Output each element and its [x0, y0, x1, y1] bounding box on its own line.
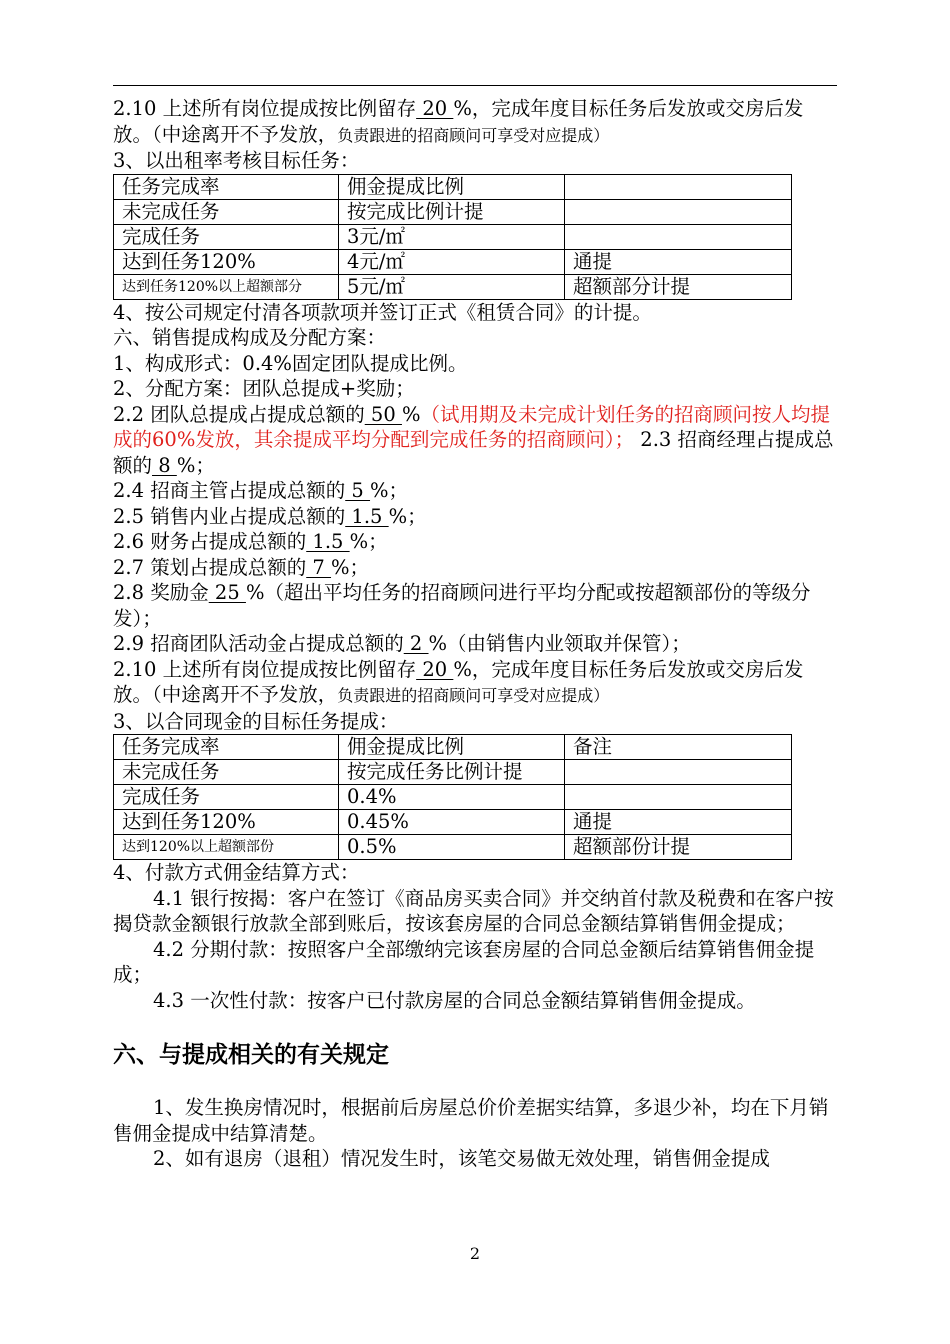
composition-line: 1、构成形式：0.4%固定团队提成比例。	[113, 351, 468, 375]
payment-4-1: 4.1 银行按揭：客户在签订《商品房买卖合同》并交纳首付款及税费和在客户按揭贷款金额银行放款全部到账后，按该套房屋的合同总金额结算销售佣金提成；	[113, 886, 834, 935]
rent-contract-line: 4、按公司规定付清各项款项并签订正式《租赁合同》的计提。	[113, 300, 652, 324]
payment-title: 4、付款方式佣金结算方式：	[113, 861, 360, 884]
table-row: 达到任务120%以上超额部分 5元/㎡ 超额部分计提	[114, 274, 792, 299]
paragraph-2-6: 2.6 财务占提成总额的 1.5 %；	[113, 530, 388, 553]
allocation-line: 2、分配方案：团队总提成+奖励；	[113, 377, 415, 400]
payment-4-3: 4.3 一次性付款：按客户已付款房屋的合同总金额结算销售佣金提成。	[153, 988, 756, 1012]
page-number: 2	[469, 1244, 481, 1263]
retention-value: 20	[416, 97, 454, 120]
header-rule	[113, 85, 837, 86]
table-row: 达到120%以上超额部份 0.5% 超额部份计提	[114, 835, 792, 860]
rent-commission-table	[113, 174, 792, 300]
rent-target-title: 3、以出租率考核目标任务：	[113, 149, 360, 172]
table-row: 达到任务120% 0.45% 通提	[114, 810, 792, 835]
table-row: 达到任务120% 4元/㎡ 通提	[114, 249, 792, 274]
paragraph-2-4: 2.4 招商主管占提成总额的 5 %；	[113, 479, 409, 502]
paragraph-2-10: 2.10 上述所有岗位提成按比例留存 20 %，完成年度目标任务后发放或交房后发放。（中途离开不予发放，负责跟进的招商顾问可享受对应提成）	[113, 657, 804, 706]
document-body	[113, 96, 837, 1172]
table-row: 未完成任务 按完成比例计提	[114, 199, 792, 224]
paragraph-2-8: 2.8 奖励金 25 %（超出平均任务的招商顾问进行平均分配或按超额部份的等级分发）；	[113, 581, 811, 630]
table-row: 完成任务 3元/㎡	[114, 224, 792, 249]
table-row: 未完成任务 按完成任务比例计提	[114, 760, 792, 785]
paragraph-2-5: 2.5 销售内业占提成总额的 1.5 %；	[113, 504, 427, 528]
table-row: 任务完成率 佣金提成比例 备注	[114, 735, 792, 760]
paragraph-2-2: 2.2 团队总提成占提成总额的 50 %（试用期及未完成计划任务的招商顾问按人均提成的60%发放，其余提成平均分配到完成任务的招商顾问）； 2.3 招商经理占提成总额的 8 %；	[113, 402, 834, 477]
paragraph-2-10-top: 2.10 上述所有岗位提成按比例留存 20 %，完成年度目标任务后发放或交房后发放。（中途离开不予发放，负责跟进的招商顾问可享受对应提成）	[113, 97, 804, 146]
table-row: 任务完成率 佣金提成比例	[114, 174, 792, 199]
rule-2: 2、如有退房（退租）情况发生时，该笔交易做无效处理，销售佣金提成	[153, 1147, 770, 1170]
cash-commission-table	[113, 734, 792, 860]
paragraph-2-9: 2.9 招商团队活动金占提成总额的 2 %（由销售内业领取并保管）；	[113, 632, 691, 655]
section-heading: 六、与提成相关的有关规定	[113, 1042, 389, 1068]
cash-target-title: 3、以合同现金的目标任务提成：	[113, 709, 399, 733]
paragraph-2-7: 2.7 策划占提成总额的 7 %；	[113, 555, 370, 579]
rule-1: 1、发生换房情况时，根据前后房屋总价价差据实结算，多退少补，均在下月销售佣金提成中结算清楚。	[113, 1096, 829, 1145]
sales-commission-title: 六、销售提成构成及分配方案：	[113, 326, 387, 349]
table-row: 完成任务 0.4%	[114, 785, 792, 810]
payment-4-2: 4.2 分期付款：按照客户全部缴纳完该套房屋的合同总金额后结算销售佣金提成；	[113, 937, 815, 986]
